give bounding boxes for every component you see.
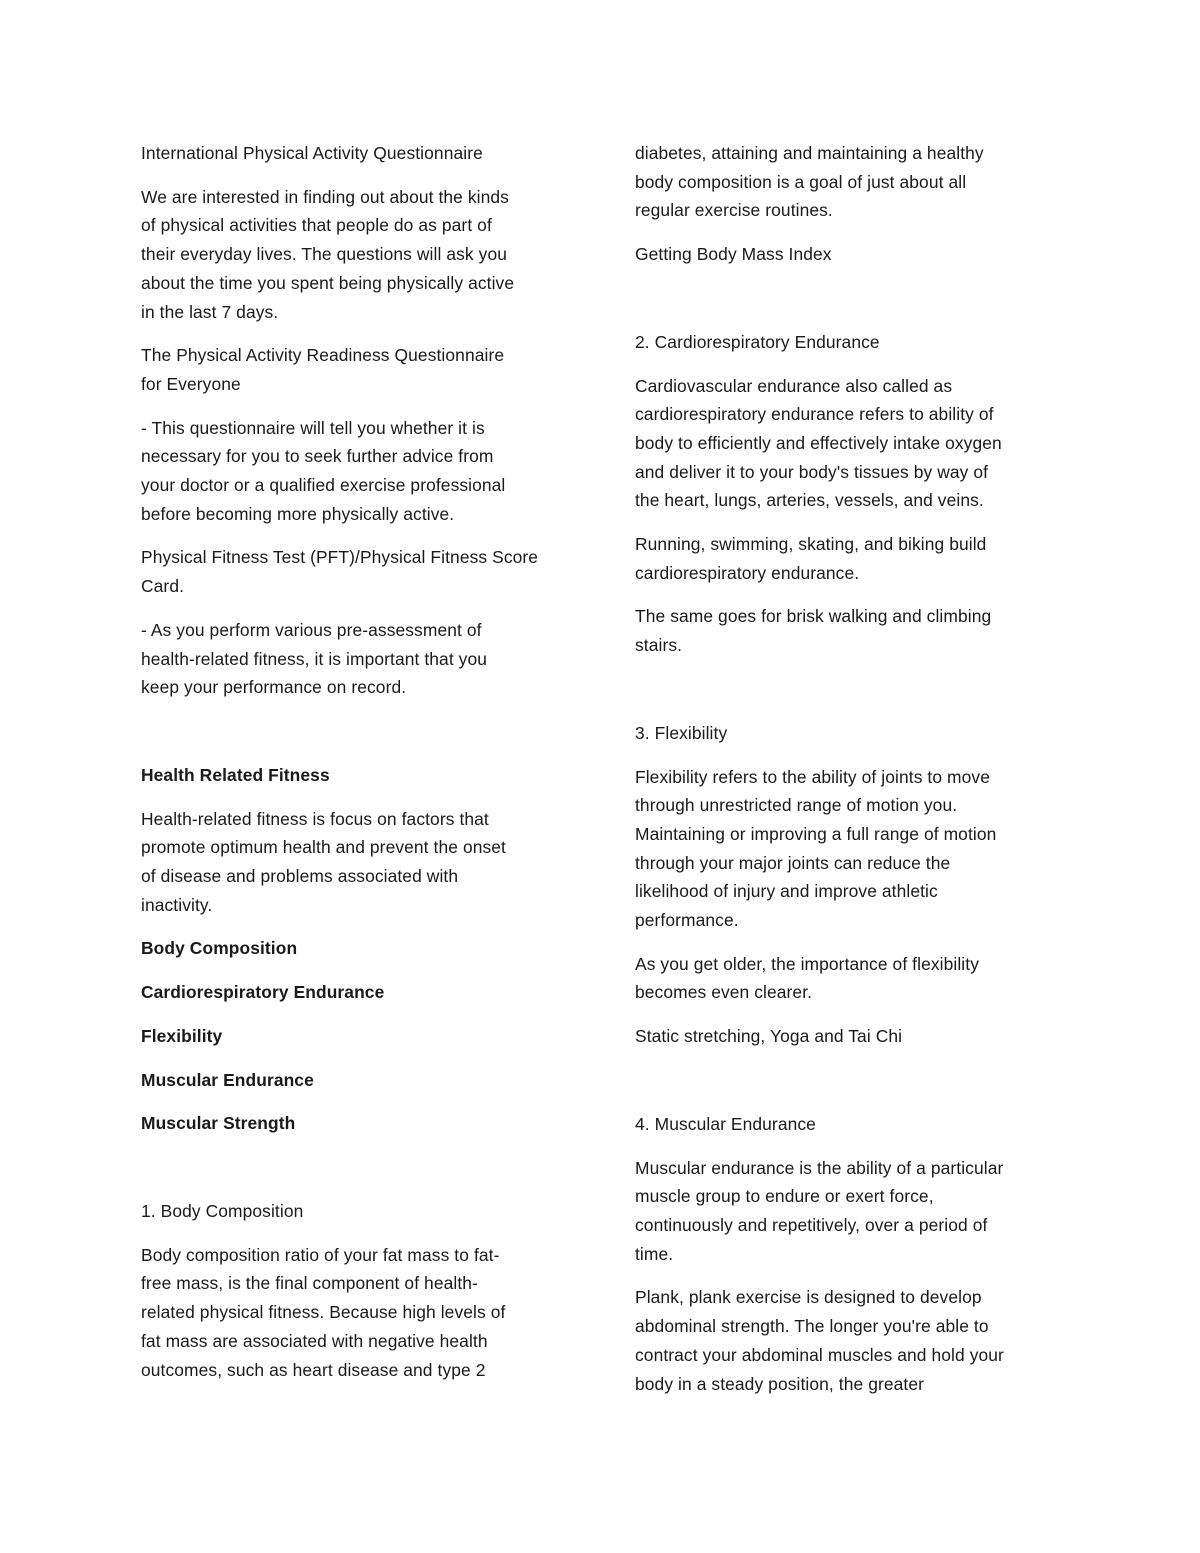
cardiorespiratory-description: Cardiovascular endurance also called as cardiorespiratory endurance refers to ability of body to efficiently and effectively intake oxygen and deliver it to your body's tissues by way of the heart, lungs, arteries, vessels, and veins. — [635, 375, 1002, 511]
left-column — [141, 139, 581, 1399]
muscular-endurance-description: Muscular endurance is the ability of a particular muscle group to endure or exert force, continuously and repetitively, over a period of time. — [635, 1157, 1004, 1264]
par-q-description: - This questionnaire will tell you whether it is necessary for you to seek further advice from your doctor or a qualified exercise professional before becoming more physically active. — [141, 417, 506, 524]
health-related-fitness-heading: Health Related Fitness — [141, 764, 330, 785]
flexibility-heading: 3. Flexibility — [635, 722, 728, 743]
questionnaire-title: International Physical Activity Questionnaire — [141, 143, 483, 163]
body-composition-continued: diabetes, attaining and maintaining a healthy body composition is a goal of just about all regular exercise routines. — [635, 143, 984, 221]
spacer — [141, 1153, 581, 1197]
cardiorespiratory-more-activities: The same goes for brisk walking and climbing stairs. — [635, 606, 992, 656]
muscular-endurance-heading: 4. Muscular Endurance — [635, 1113, 816, 1134]
spacer — [635, 675, 1065, 719]
right-column — [635, 139, 1065, 1413]
flexibility-age-note: As you get older, the importance of flexibility becomes even clearer. — [635, 953, 979, 1003]
component-muscular-endurance: Muscular Endurance — [141, 1069, 314, 1090]
cardiorespiratory-heading: 2. Cardiorespiratory Endurance — [635, 331, 880, 352]
component-cardiorespiratory-endurance: Cardiorespiratory Endurance — [141, 982, 385, 1003]
flexibility-activities: Static stretching, Yoga and Tai Chi — [635, 1026, 903, 1047]
pft-title: Physical Fitness Test (PFT)/Physical Fitness Score Card. — [141, 547, 539, 597]
component-body-composition: Body Composition — [141, 938, 298, 959]
questionnaire-intro: We are interested in finding out about the kinds of physical activities that people do as part of their everyday lives. The questions will ask you about the time you spent being physically active in the last 7 days. — [141, 186, 515, 322]
component-muscular-strength: Muscular Strength — [141, 1113, 296, 1134]
plank-description: Plank, plank exercise is designed to develop abdominal strength. The longer you're able to contract your abdominal muscles and hold your body in a steady position, the greater — [635, 1287, 1004, 1394]
component-flexibility: Flexibility — [141, 1025, 223, 1046]
body-composition-heading: 1. Body Composition — [141, 1200, 304, 1221]
cardiorespiratory-activities: Running, swimming, skating, and biking build cardiorespiratory endurance. — [635, 534, 987, 583]
health-related-fitness-description: Health-related fitness is focus on factors that promote optimum health and prevent the onset of disease and problems associated with inactivity. — [141, 808, 506, 915]
bmi-note: Getting Body Mass Index — [635, 244, 832, 265]
spacer — [635, 1066, 1065, 1110]
flexibility-description: Flexibility refers to the ability of joints to move through unrestricted range of motion you. Maintaining or improving a full range of motion through your major joints can reduce the likelihood of injury and improve athletic performance. — [635, 766, 997, 931]
spacer — [635, 284, 1065, 328]
par-q-title: The Physical Activity Readiness Questionnaire for Everyone — [141, 345, 505, 394]
body-composition-description: Body composition ratio of your fat mass to fat- free mass, is the final component of health- related physical fitness. Because high levels of fat mass are associated with negative health outcomes, such as heart disease and type 2 — [141, 1244, 506, 1380]
pft-description: - As you perform various pre-assessment of health-related fitness, it is important that you keep your performance on record. — [141, 619, 488, 698]
spacer — [141, 717, 581, 761]
